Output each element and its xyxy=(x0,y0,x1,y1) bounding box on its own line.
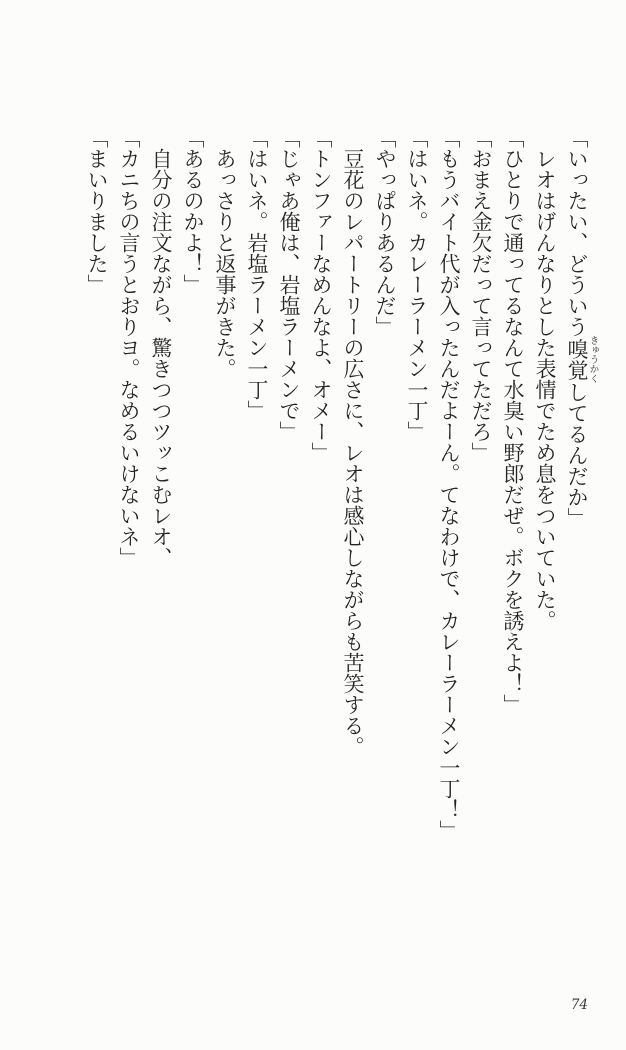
text-line: 「じゃあ俺は、岩塩ラーメンで」 xyxy=(277,127,301,442)
text-line: 「カニちの言うとおりヨ。なめるいけないネ」 xyxy=(117,127,141,568)
text-line: 自分の注文ながら、驚きつつツッこむレオ、 xyxy=(149,148,173,568)
text-line: 「やっぱりあるんだ」 xyxy=(373,127,397,337)
text-line: あっさりと返事がきた。 xyxy=(213,148,237,379)
furigana-ruby: 嗅覚きゅうかく xyxy=(565,335,599,384)
text-line: 「トンファーなめんなよ、オメー」 xyxy=(309,127,333,463)
text-line: 「もうバイト代が入ったんだよーん。てなわけで、カレーラーメン一丁！」 xyxy=(437,127,461,841)
text-line: 「あるのかよ！」 xyxy=(181,127,205,295)
text-line: 「いったい、どういう嗅覚きゅうかくしてるんだか」 xyxy=(565,127,599,529)
text-line: 「おまえ金欠だって言ってただろ」 xyxy=(469,127,493,463)
furigana-text: きゅうかく xyxy=(587,335,599,384)
text-columns xyxy=(81,127,598,853)
text-line: レオはげんなりとした表情でため息をついていた。 xyxy=(533,148,557,631)
text-line: 「はいネ。カレーラーメン一丁」 xyxy=(405,127,429,442)
text-line: 「ひとりで通ってるなんて水臭い野郎だぜ。ボクを誘えよ！」 xyxy=(501,127,525,715)
text-line: 豆花のレパートリーの広さに、レオは感心しながらも苦笑する。 xyxy=(341,148,365,757)
text-line: 「はいネ。岩塩ラーメン一丁」 xyxy=(245,127,269,421)
page-number: 74 xyxy=(570,997,588,1013)
text-line: 「まいりました」 xyxy=(85,127,109,295)
